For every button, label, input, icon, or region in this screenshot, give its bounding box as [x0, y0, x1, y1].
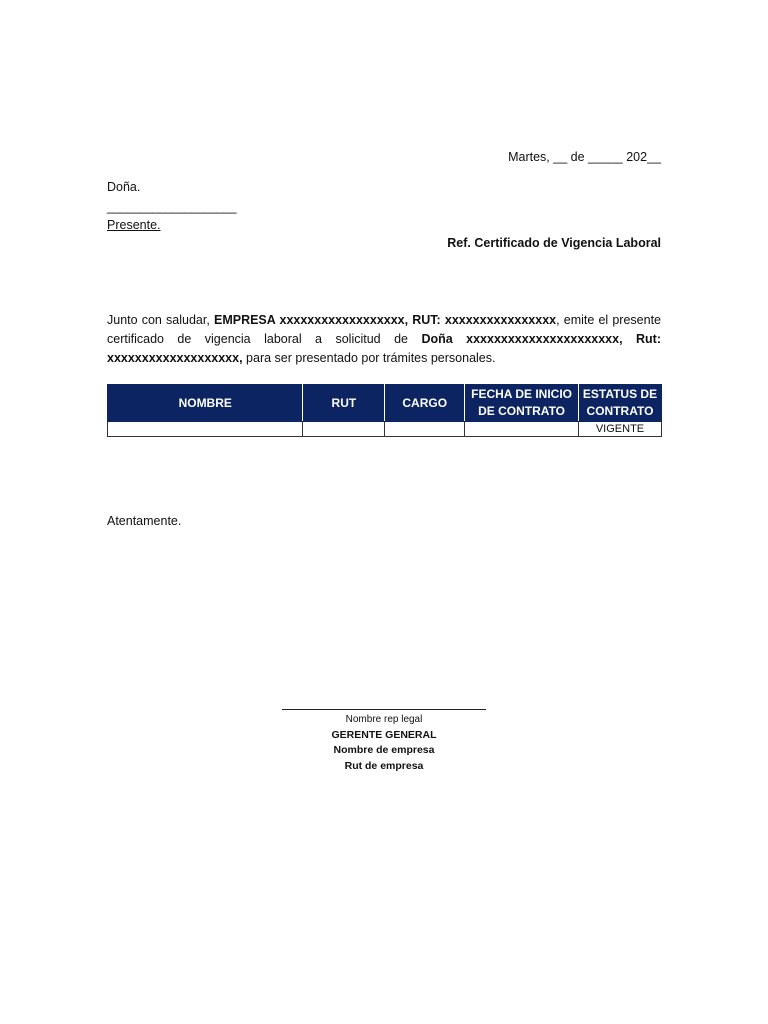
presente-label: Presente. [107, 218, 161, 232]
header-fecha-inicio: FECHA DE INICIO DE CONTRATO [465, 385, 579, 422]
signature-title: GERENTE GENERAL [331, 728, 437, 741]
reference-line: Ref. Certificado de Vigencia Laboral [447, 236, 661, 250]
body-paragraph [107, 311, 661, 368]
cell-fecha-inicio [465, 422, 579, 437]
signature-line [282, 709, 486, 710]
cell-cargo [385, 422, 465, 437]
header-estatus: ESTATUS DE CONTRATO [579, 385, 662, 422]
employment-status-table [107, 384, 662, 437]
body-text-2: , emite el presente certificado de vigencia laboral a solicitud de [107, 313, 661, 346]
signature-block [282, 712, 486, 774]
closing-text: Atentamente. [107, 514, 182, 528]
body-text-1: Junto con saludar, [107, 313, 214, 327]
signature-company: Nombre de empresa [333, 744, 435, 756]
addressee-blank-line: ____________________ [107, 200, 237, 214]
cell-estatus: VIGENTE [579, 422, 662, 437]
signature-rep-name: Nombre rep legal [345, 714, 423, 725]
signature-company-rut: Rut de empresa [344, 759, 424, 772]
addressee-label: Doña. [107, 180, 141, 194]
body-company-bold: EMPRESA xxxxxxxxxxxxxxxxxx, RUT: xxxxxxxxxxxxxxxx [213, 313, 557, 327]
header-cargo: CARGO [385, 385, 465, 422]
header-rut: RUT [303, 385, 385, 422]
header-nombre: NOMBRE [108, 385, 303, 422]
cell-nombre [108, 422, 303, 437]
cell-rut [303, 422, 385, 437]
table-header-row [108, 385, 662, 422]
body-text-3: para ser presentado por trámites personales. [242, 351, 496, 365]
table-row [108, 422, 662, 437]
body-employee-bold: Doña xxxxxxxxxxxxxxxxxxxxxx, Rut: xxxxxxxxxxxxxxxxxxx, [107, 332, 661, 365]
date-line: Martes, __ de _____ 202__ [508, 150, 661, 164]
